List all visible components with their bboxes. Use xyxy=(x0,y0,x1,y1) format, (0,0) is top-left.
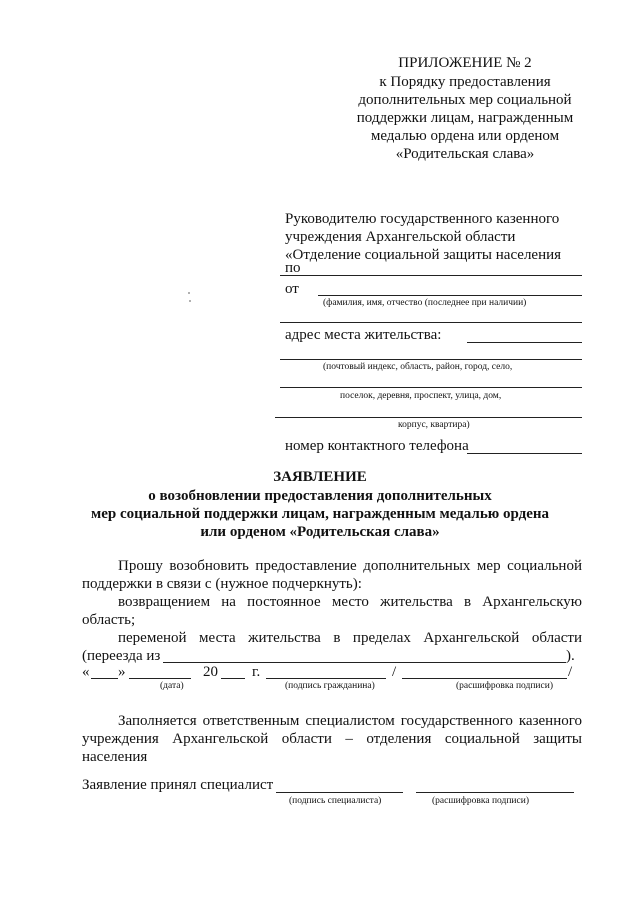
hint-signature: (подпись гражданина) xyxy=(285,681,375,691)
hint-specialist-signature: (подпись специалиста) xyxy=(289,796,382,806)
specialist-decoding-line xyxy=(416,792,574,793)
statement-subtitle: о возобновлении предоставления дополнительных xyxy=(148,488,492,504)
date-quote-close: » xyxy=(118,664,126,680)
phone-label: номер контактного телефона xyxy=(285,438,469,454)
address-hint: поселок, деревня, проспект, улица, дом, xyxy=(340,391,502,401)
option-move: ). xyxy=(566,648,575,664)
hint-decoding: (расшифровка подписи) xyxy=(456,681,553,691)
scan-speck xyxy=(188,292,190,294)
signature-line xyxy=(266,678,386,679)
option-move: переменой места жительства в пределах Архангельской области xyxy=(118,630,582,646)
po-label: по xyxy=(285,260,301,276)
addressee-line: Руководителю государственного казенного xyxy=(285,211,560,227)
option-return: возвращением на постоянное место жительства в Архангельскую xyxy=(118,594,582,610)
appendix-line: «Родительская слава» xyxy=(395,146,535,162)
date-year-line xyxy=(221,678,245,679)
hint-specialist-decoding: (расшифровка подписи) xyxy=(432,796,529,806)
year-prefix: 20 xyxy=(203,664,218,680)
decoding-line xyxy=(402,678,567,679)
body-text: Прошу возобновить предоставление дополнительных мер социальной xyxy=(118,558,582,574)
phone-line xyxy=(467,453,582,454)
specialist-text: учреждения Архангельской области – отделения социальной защиты xyxy=(82,731,582,747)
appendix-line: к Порядку предоставления xyxy=(379,74,551,90)
option-return: область; xyxy=(82,612,136,628)
address-label: адрес места жительства: xyxy=(285,327,442,343)
appendix-line: поддержки лицам, награжденным xyxy=(356,110,574,126)
address-line-2 xyxy=(280,359,582,360)
specialist-text: населения xyxy=(82,749,148,765)
fio-hint: (фамилия, имя, отчество (последнее при наличии) xyxy=(323,298,527,308)
address-hint: корпус, квартира) xyxy=(398,420,470,430)
appendix-line: дополнительных мер социальной xyxy=(358,92,572,108)
addressee-line: «Отделение социальной защиты населения xyxy=(285,247,562,263)
option-move: (переезда из xyxy=(82,648,161,664)
appendix-title: ПРИЛОЖЕНИЕ № 2 xyxy=(398,55,532,71)
specialist-signature-line xyxy=(276,792,403,793)
appendix-line: медалью ордена или орденом xyxy=(370,128,560,144)
body-text: поддержки в связи с (нужное подчеркнуть): xyxy=(82,576,362,592)
fio-line-2 xyxy=(280,322,582,323)
addressee-line: учреждения Архангельской области xyxy=(285,229,516,245)
scan-speck xyxy=(189,300,191,302)
address-line xyxy=(467,342,582,343)
hint-date: (дата) xyxy=(160,681,184,691)
statement-subtitle: мер социальной поддержки лицам, награжденным медалью ордена xyxy=(90,506,549,522)
address-line-4 xyxy=(275,417,582,418)
date-day-line xyxy=(91,678,118,679)
slash: / xyxy=(568,664,573,680)
date-quote-open: « xyxy=(82,664,90,680)
ot-label: от xyxy=(285,281,299,297)
move-from-line xyxy=(163,662,566,663)
statement-title: ЗАЯВЛЕНИЕ xyxy=(273,469,367,485)
statement-subtitle: или орденом «Родительская слава» xyxy=(200,524,440,540)
specialist-text: Заполняется ответственным специалистом государственного казенного xyxy=(118,713,582,729)
slash: / xyxy=(392,664,397,680)
po-line xyxy=(280,275,582,276)
accepted-label: Заявление принял специалист xyxy=(82,777,274,793)
date-month-line xyxy=(129,678,191,679)
address-line-3 xyxy=(280,387,582,388)
address-hint: (почтовый индекс, область, район, город, село, xyxy=(323,362,513,372)
year-suffix: г. xyxy=(252,664,261,680)
fio-line xyxy=(318,295,582,296)
